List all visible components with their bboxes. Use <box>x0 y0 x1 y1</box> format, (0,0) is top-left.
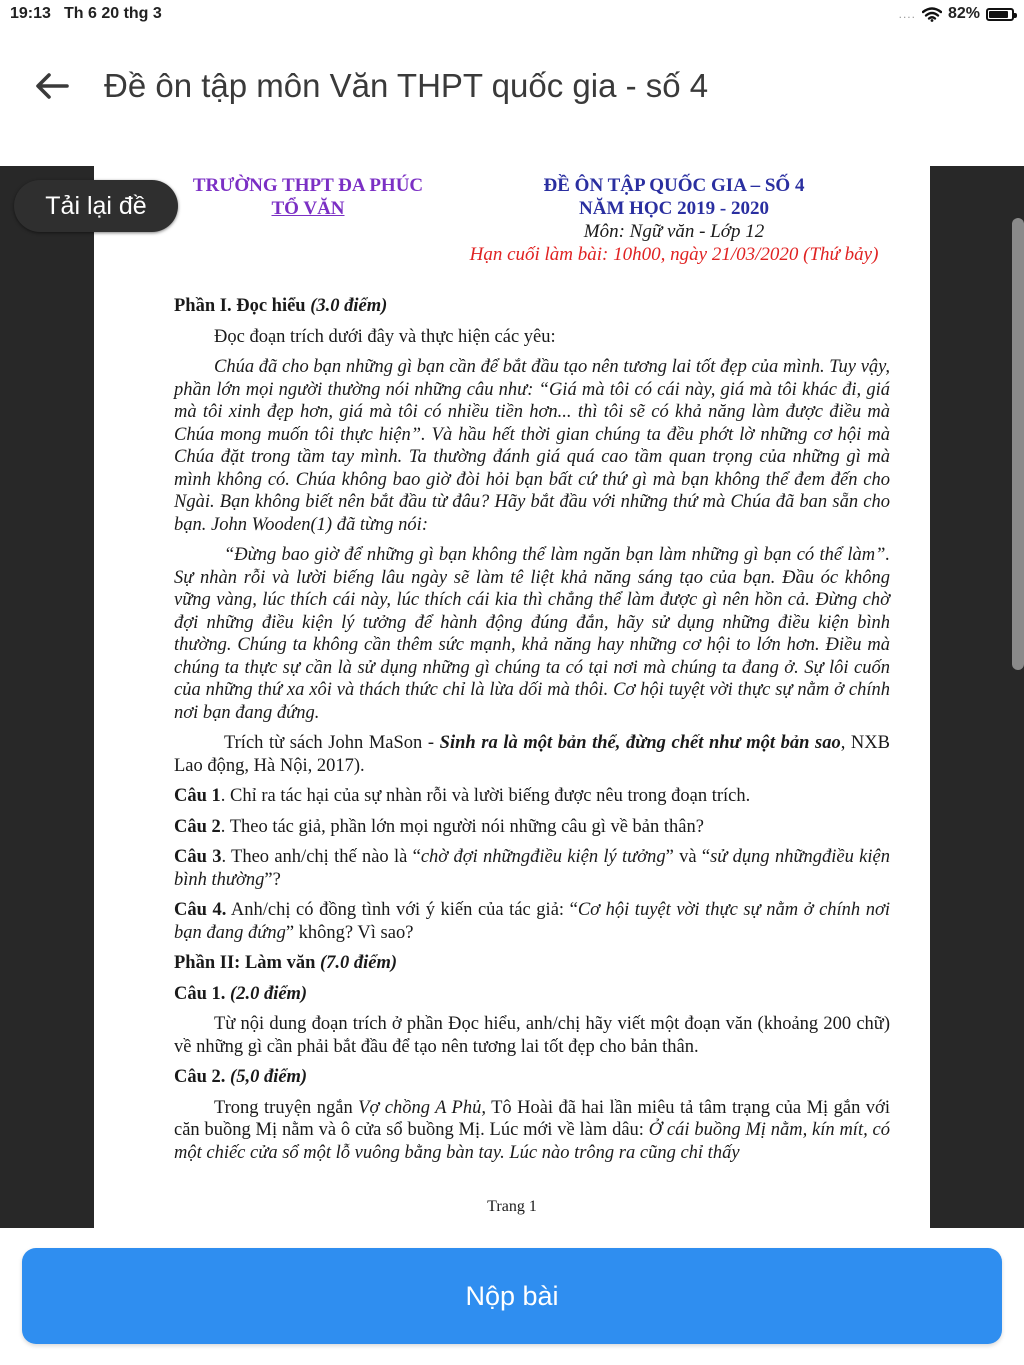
source-publisher: , NXB Lao động, Hà Nội, 2017). <box>174 733 890 776</box>
writing-question-2-text-a: Trong truyện ngắn <box>214 1097 359 1118</box>
question-4-label: Câu 4. <box>174 900 227 920</box>
question-2 <box>174 816 890 839</box>
part2-heading <box>174 952 890 975</box>
part1-points: (3.0 điểm) <box>310 296 388 316</box>
part2-points: (7.0 điểm) <box>319 953 398 973</box>
writing-question-1-text: Từ nội dung đoạn trích ở phần Đọc hiểu, anh/chị hãy viết một đoạn văn (khoảng 200 chữ) về những gì cần phải bắt đầu để tạo nên tương lai tốt đẹp cho bản thân. <box>174 1014 890 1057</box>
document-viewer[interactable] <box>0 166 1024 1228</box>
school-header <box>190 174 426 220</box>
source-prefix: Trích từ sách John MaSon - <box>224 733 440 753</box>
writing-question-1-label: Câu 1. <box>174 983 226 1004</box>
reload-exam-button[interactable]: Tải lại đề <box>14 180 178 232</box>
arrow-left-icon <box>35 72 69 105</box>
document-page <box>94 166 930 1228</box>
question-3 <box>174 846 890 891</box>
back-button[interactable] <box>30 68 74 108</box>
question-2-label: Câu 2 <box>174 816 221 837</box>
submit-button[interactable]: Nộp bài <box>22 1248 1002 1344</box>
part2-title: Phần II: Làm văn <box>174 953 316 973</box>
question-4-text-a: Anh/chị có đồng tình với ý kiến của tác giả: “ <box>226 900 578 920</box>
scrollbar[interactable] <box>1012 218 1024 670</box>
status-time: 19:13 <box>10 5 51 22</box>
writing-question-2-text <box>174 1097 890 1165</box>
status-bar <box>0 0 1024 30</box>
question-4-text-b: ” không? Vì sao? <box>285 922 414 943</box>
battery-icon <box>986 8 1014 21</box>
question-3-text-a: . Theo anh/chị thế nào là “ <box>221 847 421 867</box>
page-number: Trang 1 <box>487 1198 537 1215</box>
passage-paragraph-1: Chúa đã cho bạn những gì bạn cần để bắt đầu tạo nên tương lai tốt đẹp của mình. Tuy vậy, phần lớn mọi người thường nói những câu như: “Giá mà tôi có cái này, giá mà tôi khác đi, giá mà tôi xinh đẹp hơn, giá mà tôi có nhiều tiền hơn... thì tôi sẽ có khả năng làm được điều mà Chúa mong muốn tôi thực hiện”. Và hầu hết thời gian chúng ta đều phớt lờ những cơ hội mà Chúa đặt trong tầm tay mình. Ta thường đánh giá quá cao tầm quan trọng của những gì mà mình không có. Chúa không bao giờ đòi hỏi bạn bất cứ thứ gì mà bạn không thể đem đến cho Ngài. Bạn không biết nên bắt đầu từ đâu? Hãy bắt đầu với những thứ mà Chúa đã ban sẵn cho bạn. John Wooden(1) đã từng nói: <box>174 357 890 535</box>
writing-question-2-heading <box>174 1066 890 1089</box>
writing-question-2-quote: Ở cái buồng Mị nằm, kín mít, có một chiếc cửa sổ một lỗ vuông bằng bàn tay. Lúc nào trông ra cũng chỉ thấy <box>174 1120 890 1163</box>
battery-percent: 82% <box>947 5 980 22</box>
question-1-text: . Chỉ ra tác hại của sự nhàn rỗi và lười biếng được nêu trong đoạn trích. <box>220 786 751 806</box>
question-3-quote-a: chờ đợi nhữngđiều kiện lý tưởng <box>420 847 666 867</box>
wifi-icon <box>922 7 942 22</box>
question-1-label: Câu 1 <box>174 786 221 806</box>
question-4-quote: Cơ hội tuyệt vời thực sự nằm ở chính nơi bạn đang đứng <box>174 900 890 943</box>
question-3-quote-b: sử dụng nhữngđiều kiện bình thường <box>174 847 890 890</box>
exam-header <box>454 174 894 266</box>
school-name: TRƯỜNG THPT ĐA PHÚC <box>192 175 424 196</box>
instruction-text: Đọc đoạn trích dưới đây và thực hiện các yêu: <box>214 326 556 347</box>
part1-title: Phần I. Đọc hiểu <box>174 296 306 316</box>
question-3-text-b: ” và “ <box>665 847 711 867</box>
status-indicators <box>899 5 1014 23</box>
exam-subject: Môn: Ngữ văn - Lớp 12 <box>583 221 765 242</box>
status-date: Th 6 20 thg 3 <box>64 5 162 22</box>
writing-question-1-heading <box>174 983 890 1006</box>
app-header <box>0 50 1024 130</box>
question-2-text: . Theo tác giả, phần lớn mọi người nói những câu gì về bản thân? <box>220 816 704 837</box>
question-4 <box>174 899 890 944</box>
document-body <box>174 295 890 1172</box>
exam-title: ĐỀ ÔN TẬP QUỐC GIA – SỐ 4 <box>543 175 805 196</box>
passage-paragraph-2: “Đừng bao giờ để những gì bạn không thể làm ngăn bạn làm những gì bạn có thể làm”. Sự nhàn rỗi và lười biếng lâu ngày sẽ làm tê liệt khả năng sáng tạo của bạn. Đầu óc không vững vàng, lúc thích cái này, lúc thích cái kia thì chẳng thể làm được gì nên hồn cả. Đừng chờ đợi những điều kiện lý tưởng để hành động đúng đắn, hãy sử dụng những điều kiện bình thường. Chúng ta không cần thêm sức mạnh, khả năng hay những cơ hội to lớn hơn. Điều mà chúng ta thực sự cần là sử dụng những gì chúng ta có tại nơi mà chúng ta đang ở. Sự lôi cuốn của những thứ xa xôi và thách thức chỉ là lừa dối mà thôi. Cơ hội tuyệt vời thực sự nằm ở chính nơi bạn đang đứng. <box>174 545 890 723</box>
signal-indicator: .... <box>898 7 916 21</box>
passage-source <box>174 732 890 777</box>
writing-question-2-work: Vợ chồng A Phủ, <box>358 1097 486 1118</box>
source-book-title: Sinh ra là một bản thể, đừng chết như một bản sao <box>439 733 841 753</box>
writing-question-1-points: (2.0 điểm) <box>230 983 308 1004</box>
writing-question-2-label: Câu 2. <box>174 1067 226 1087</box>
page-title: Đề ôn tập môn Văn THPT quốc gia - số 4 <box>104 67 709 104</box>
part1-heading <box>174 295 890 318</box>
school-year: NĂM HỌC 2019 - 2020 <box>579 198 769 219</box>
exam-deadline: Hạn cuối làm bài: 10h00, ngày 21/03/2020 (Thứ bảy) <box>469 244 879 265</box>
department-name: TỔ VĂN <box>271 198 345 219</box>
writing-question-2-points: (5,0 điểm) <box>230 1067 308 1087</box>
question-1 <box>174 785 890 808</box>
question-3-text-c: ”? <box>264 869 281 890</box>
writing-question-2-text-b: Tô Hoài đã hai lần miêu tả tâm trạng của Mị gắn với căn buồng Mị nằm và ô cửa sổ buồng Mị. Lúc mới về làm dâu: <box>174 1097 890 1140</box>
question-3-label: Câu 3 <box>174 847 222 867</box>
